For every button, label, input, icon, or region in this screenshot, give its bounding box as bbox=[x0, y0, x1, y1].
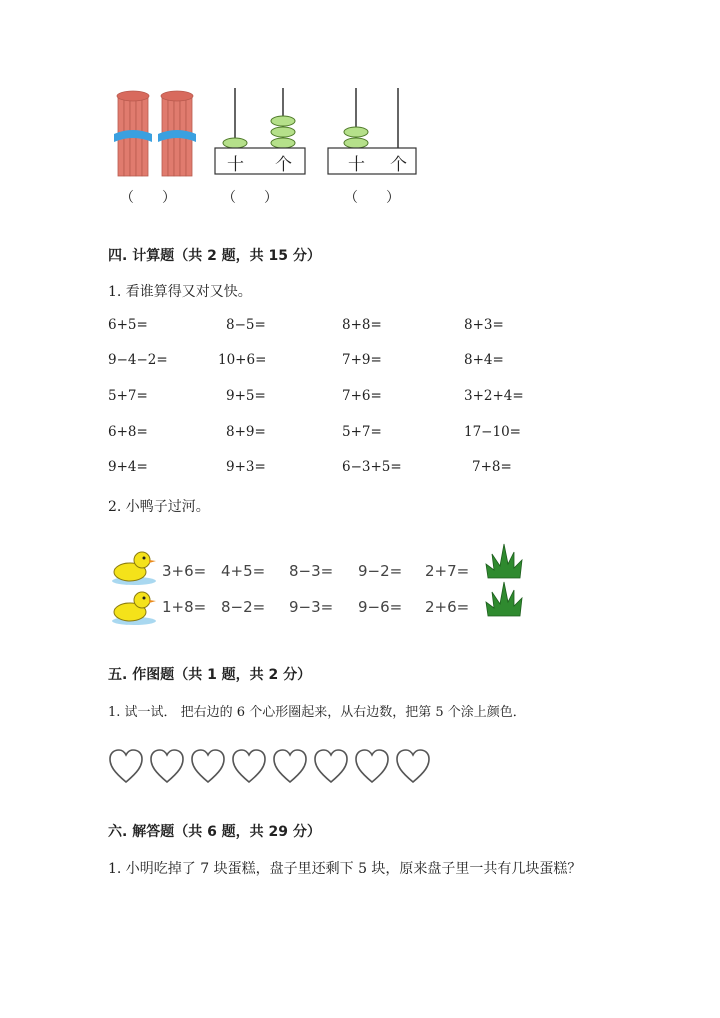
abacus-2-ones-label: 个 bbox=[390, 155, 407, 175]
abacus-1-ones-label: 个 bbox=[275, 155, 292, 175]
question-6-1: 1. 小明吃掉了 7 块蛋糕，盘子里还剩下 5 块，原来盘子里一共有几块蛋糕？ bbox=[108, 861, 582, 877]
grass-icon bbox=[484, 580, 524, 618]
stick-bundle-1 bbox=[114, 91, 152, 176]
calc-item: 8+4= bbox=[464, 352, 504, 368]
hearts-icon bbox=[108, 746, 438, 786]
answer-blank-3[interactable]: （ ） bbox=[344, 190, 400, 206]
duck-item: 1+8= bbox=[162, 598, 207, 616]
calc-item: 6+8= bbox=[108, 424, 148, 440]
heart-icon[interactable] bbox=[110, 750, 142, 782]
duck-2 bbox=[110, 588, 158, 630]
hearts-row bbox=[108, 746, 438, 786]
duck-icon bbox=[110, 588, 158, 626]
duck-item: 4+5= bbox=[221, 562, 266, 580]
duck-item: 9−6= bbox=[358, 598, 403, 616]
duck-item: 9−3= bbox=[289, 598, 334, 616]
calc-item: 10+6= bbox=[218, 352, 267, 368]
question-4-2: 2. 小鸭子过河。 bbox=[108, 499, 210, 515]
heart-icon[interactable] bbox=[397, 750, 429, 782]
duck-item: 2+7= bbox=[425, 562, 470, 580]
grass-icon bbox=[484, 542, 524, 580]
abacus-2 bbox=[326, 86, 420, 178]
calc-item: 5+7= bbox=[108, 388, 148, 404]
answer-blank-2[interactable]: （ ） bbox=[222, 190, 278, 206]
duck-item: 8−3= bbox=[289, 562, 334, 580]
section-5-title: 五. 作图题（共 1 题，共 2 分） bbox=[108, 667, 312, 683]
calc-item: 9−4−2= bbox=[108, 352, 168, 368]
duck-item: 8−2= bbox=[221, 598, 266, 616]
heart-icon[interactable] bbox=[356, 750, 388, 782]
calc-item: 7+9= bbox=[342, 352, 382, 368]
heart-icon[interactable] bbox=[315, 750, 347, 782]
calc-item: 9+5= bbox=[226, 388, 266, 404]
question-5-1: 1. 试一试． 把右边的 6 个心形圈起来，从右边数，把第 5 个涂上颜色． bbox=[108, 705, 526, 720]
duck-item: 3+6= bbox=[162, 562, 207, 580]
duck-1 bbox=[110, 548, 158, 590]
calc-item: 7+6= bbox=[342, 388, 382, 404]
calc-item: 17−10= bbox=[464, 424, 521, 440]
section-6-title: 六. 解答题（共 6 题，共 29 分） bbox=[108, 824, 321, 840]
duck-icon bbox=[110, 548, 158, 586]
calc-item: 8+8= bbox=[342, 317, 382, 333]
duck-item: 9−2= bbox=[358, 562, 403, 580]
heart-icon[interactable] bbox=[274, 750, 306, 782]
duck-item: 2+6= bbox=[425, 598, 470, 616]
section-4-title: 四. 计算题（共 2 题，共 15 分） bbox=[108, 248, 321, 264]
grass-1 bbox=[484, 542, 524, 584]
answer-blank-1[interactable]: （ ） bbox=[120, 190, 176, 206]
abacus-2-tens-label: 十 bbox=[348, 155, 365, 175]
abacus-1-tens-label: 十 bbox=[227, 155, 244, 175]
calc-item: 9+4= bbox=[108, 459, 148, 475]
stick-bundles-icon bbox=[112, 90, 202, 180]
calc-item: 3+2+4= bbox=[464, 388, 524, 404]
stick-bundles bbox=[112, 90, 202, 180]
calc-item: 8+9= bbox=[226, 424, 266, 440]
abacus-1 bbox=[213, 86, 307, 178]
calc-item: 8+3= bbox=[464, 317, 504, 333]
heart-icon[interactable] bbox=[151, 750, 183, 782]
heart-icon[interactable] bbox=[192, 750, 224, 782]
calc-item: 6+5= bbox=[108, 317, 148, 333]
calc-item: 7+8= bbox=[472, 459, 512, 475]
calc-item: 8−5= bbox=[226, 317, 266, 333]
heart-icon[interactable] bbox=[233, 750, 265, 782]
question-4-1: 1. 看谁算得又对又快。 bbox=[108, 284, 252, 300]
calc-item: 5+7= bbox=[342, 424, 382, 440]
calc-item: 9+3= bbox=[226, 459, 266, 475]
stick-bundle-2 bbox=[158, 91, 196, 176]
calc-item: 6−3+5= bbox=[342, 459, 402, 475]
grass-2 bbox=[484, 580, 524, 622]
